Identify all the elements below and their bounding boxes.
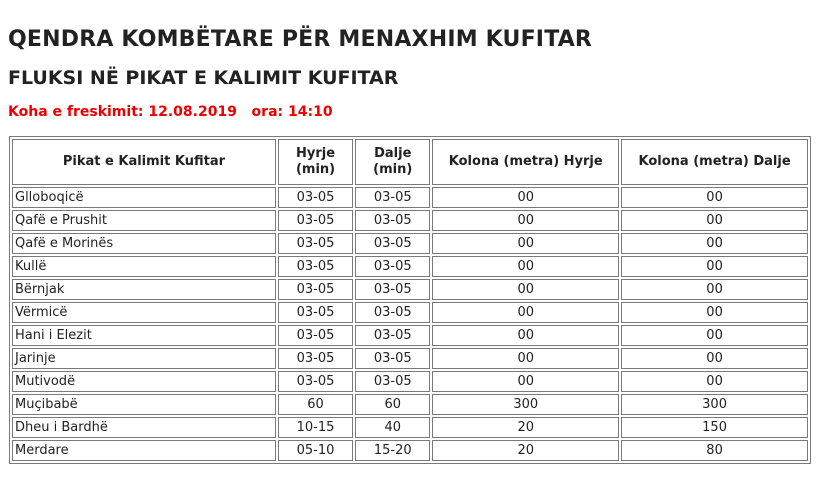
entry-minutes-cell: 03-05 bbox=[278, 371, 353, 392]
queue-exit-cell: 150 bbox=[621, 417, 808, 438]
entry-minutes-cell: 10-15 bbox=[278, 417, 353, 438]
table-row bbox=[12, 348, 808, 369]
queue-entry-cell: 00 bbox=[432, 279, 619, 300]
entry-minutes-cell: 03-05 bbox=[278, 325, 353, 346]
entry-minutes-cell: 03-05 bbox=[278, 279, 353, 300]
crossing-point-cell: Vërmicë bbox=[12, 302, 276, 323]
queue-exit-cell: 00 bbox=[621, 233, 808, 254]
crossing-point-cell: Bërnjak bbox=[12, 279, 276, 300]
queue-entry-cell: 00 bbox=[432, 325, 619, 346]
entry-minutes-cell: 05-10 bbox=[278, 440, 353, 461]
exit-minutes-cell: 03-05 bbox=[355, 210, 430, 231]
exit-minutes-cell: 03-05 bbox=[355, 187, 430, 208]
table-row bbox=[12, 279, 808, 300]
column-header-queue-exit: Kolona (metra) Dalje bbox=[621, 139, 808, 185]
queue-entry-cell: 300 bbox=[432, 394, 619, 415]
exit-minutes-cell: 03-05 bbox=[355, 348, 430, 369]
table-header-row bbox=[12, 139, 808, 185]
exit-minutes-cell: 03-05 bbox=[355, 371, 430, 392]
exit-minutes-cell: 15-20 bbox=[355, 440, 430, 461]
exit-minutes-cell: 40 bbox=[355, 417, 430, 438]
queue-entry-cell: 00 bbox=[432, 348, 619, 369]
crossing-point-cell: Hani i Elezit bbox=[12, 325, 276, 346]
table-row bbox=[12, 187, 808, 208]
column-header-exit-minutes: Dalje (min) bbox=[355, 139, 430, 185]
exit-minutes-cell: 03-05 bbox=[355, 279, 430, 300]
table-row bbox=[12, 233, 808, 254]
queue-exit-cell: 00 bbox=[621, 187, 808, 208]
crossing-point-cell: Merdare bbox=[12, 440, 276, 461]
crossing-point-cell: Muçibabë bbox=[12, 394, 276, 415]
table-row bbox=[12, 394, 808, 415]
queue-entry-cell: 00 bbox=[432, 210, 619, 231]
table-row bbox=[12, 325, 808, 346]
crossing-point-cell: Dheu i Bardhë bbox=[12, 417, 276, 438]
table-row bbox=[12, 371, 808, 392]
exit-minutes-cell: 60 bbox=[355, 394, 430, 415]
queue-entry-cell: 00 bbox=[432, 256, 619, 277]
crossing-point-cell: Jarinje bbox=[12, 348, 276, 369]
queue-entry-cell: 20 bbox=[432, 417, 619, 438]
crossing-point-cell: Kullë bbox=[12, 256, 276, 277]
queue-exit-cell: 300 bbox=[621, 394, 808, 415]
table-row bbox=[12, 417, 808, 438]
entry-minutes-cell: 03-05 bbox=[278, 233, 353, 254]
queue-exit-cell: 00 bbox=[621, 279, 808, 300]
page-subtitle: FLUKSI NË PIKAT E KALIMIT KUFITAR bbox=[8, 67, 399, 89]
exit-minutes-cell: 03-05 bbox=[355, 256, 430, 277]
table-row bbox=[12, 440, 808, 461]
queue-exit-cell: 00 bbox=[621, 256, 808, 277]
page-title: QENDRA KOMBËTARE PËR MENAXHIM KUFITAR bbox=[8, 27, 593, 52]
queue-entry-cell: 20 bbox=[432, 440, 619, 461]
table-row bbox=[12, 302, 808, 323]
border-flux-table bbox=[9, 136, 811, 464]
entry-minutes-cell: 03-05 bbox=[278, 187, 353, 208]
entry-minutes-cell: 60 bbox=[278, 394, 353, 415]
table-row bbox=[12, 210, 808, 231]
queue-exit-cell: 00 bbox=[621, 302, 808, 323]
table-body bbox=[12, 187, 808, 461]
queue-exit-cell: 00 bbox=[621, 325, 808, 346]
exit-minutes-cell: 03-05 bbox=[355, 233, 430, 254]
exit-minutes-cell: 03-05 bbox=[355, 325, 430, 346]
crossing-point-cell: Glloboqicë bbox=[12, 187, 276, 208]
crossing-point-cell: Mutivodë bbox=[12, 371, 276, 392]
entry-minutes-cell: 03-05 bbox=[278, 256, 353, 277]
queue-entry-cell: 00 bbox=[432, 371, 619, 392]
queue-exit-cell: 00 bbox=[621, 348, 808, 369]
entry-minutes-cell: 03-05 bbox=[278, 210, 353, 231]
queue-exit-cell: 80 bbox=[621, 440, 808, 461]
queue-exit-cell: 00 bbox=[621, 210, 808, 231]
exit-minutes-cell: 03-05 bbox=[355, 302, 430, 323]
crossing-point-cell: Qafë e Morinës bbox=[12, 233, 276, 254]
entry-minutes-cell: 03-05 bbox=[278, 302, 353, 323]
column-header-queue-entry: Kolona (metra) Hyrje bbox=[432, 139, 619, 185]
queue-exit-cell: 00 bbox=[621, 371, 808, 392]
entry-minutes-cell: 03-05 bbox=[278, 348, 353, 369]
queue-entry-cell: 00 bbox=[432, 302, 619, 323]
column-header-crossing-point: Pikat e Kalimit Kufitar bbox=[12, 139, 276, 185]
table-row bbox=[12, 256, 808, 277]
queue-entry-cell: 00 bbox=[432, 233, 619, 254]
crossing-point-cell: Qafë e Prushit bbox=[12, 210, 276, 231]
queue-entry-cell: 00 bbox=[432, 187, 619, 208]
refresh-timestamp: Koha e freskimit: 12.08.2019 ora: 14:10 bbox=[8, 104, 333, 120]
column-header-entry-minutes: Hyrje (min) bbox=[278, 139, 353, 185]
